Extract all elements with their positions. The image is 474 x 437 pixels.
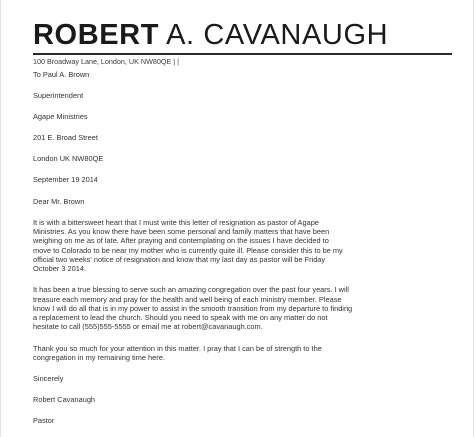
paragraph-1: [33, 218, 453, 274]
paragraph-line: weighing on me as of late. After praying and contemplating on the issues I have decided to: [33, 236, 329, 246]
header-divider: [33, 53, 452, 55]
sender-rest-name: A. CAVANAUGH: [159, 19, 389, 51]
paragraph-3: [33, 344, 453, 363]
sender-name: [33, 19, 453, 51]
paragraph-line: know I will do all that is in my power to assist in the smooth transition from my departure to finding: [33, 303, 353, 313]
paragraph-line: Thank you so much for your attention in this matter. I pray that I can be of strength to the: [33, 343, 322, 353]
paragraph-line: hesitate to call (555)555-5555 or email me at robert@cavanaugh.com.: [33, 322, 263, 332]
paragraph-line: move to Colorado to be near my mother who is currently quite ill. Please consider this to be my: [33, 245, 343, 255]
recipient-to: To Paul A. Brown: [33, 70, 90, 79]
signature-name: Robert Cavanaugh: [33, 395, 96, 404]
paragraph-line: Ministries. As you know there have been some personal and family matters that have been: [33, 226, 330, 236]
sender-address: 100 Broadway Lane, London, UK NW80QE | |: [33, 57, 179, 66]
recipient-street: 201 E. Broad Street: [33, 133, 98, 143]
letter-body: [33, 70, 453, 425]
recipient-city: London UK NW80QE: [33, 154, 104, 164]
recipient-title: Superintendent: [33, 91, 84, 101]
salutation: Dear Mr. Brown: [33, 196, 85, 206]
signature-title: Pastor: [33, 416, 55, 426]
sender-first-name: ROBERT: [33, 19, 160, 51]
letterhead: [33, 19, 453, 51]
closing: Sincerely: [33, 373, 64, 383]
paragraph-line: a replacement to lead the church. Should you need to speak with me on any matter do not: [33, 313, 328, 323]
recipient-organization: Agape Ministries: [33, 112, 88, 122]
paragraph-line: October 3 2014.: [33, 264, 87, 274]
paragraph-line: It is with a bittersweet heart that I must write this letter of resignation as pastor of Agape: [33, 217, 319, 227]
paragraph-2: [33, 285, 453, 331]
letter-date: September 19 2014: [33, 175, 98, 185]
paragraph-line: treasure each memory and pray for the health and well being of each ministry member. Please: [33, 294, 342, 304]
paragraph-line: congregation in my remaining time here.: [33, 352, 165, 362]
paragraph-line: It has been a true blessing to serve such an amazing congregation over the past four years. I will: [33, 285, 349, 295]
paragraph-line: official two weeks' notice of resignation and know that my last day as pastor will be Friday: [33, 254, 326, 264]
